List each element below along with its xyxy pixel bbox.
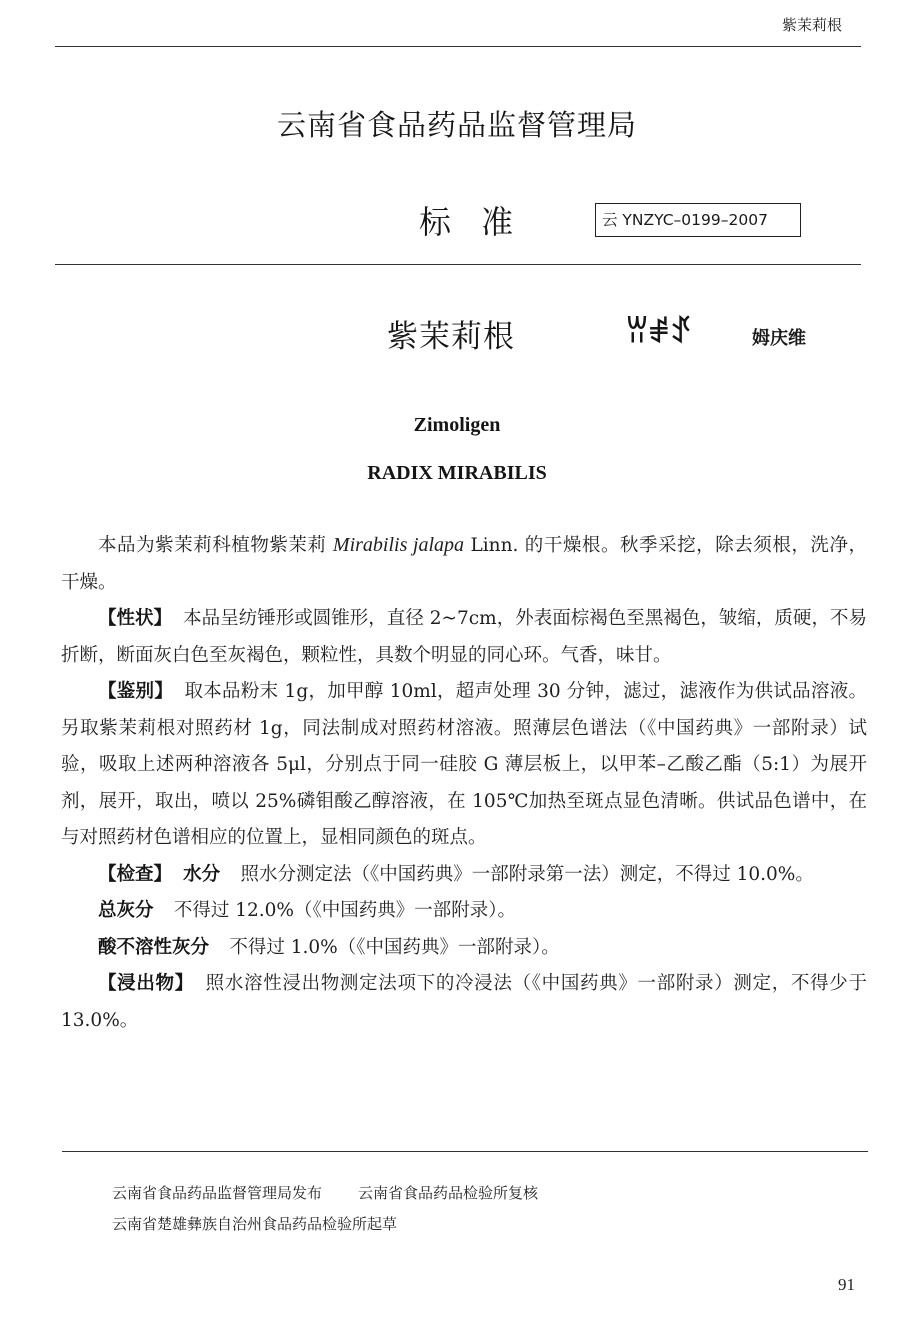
acid-ash-text: 不得过 1.0%（《中国药典》一部附录）。 <box>229 936 560 958</box>
properties-label: 【性状】 <box>98 608 173 629</box>
standard-number-box: 云 YNZYC–0199–2007 <box>595 203 801 237</box>
intro-paragraph <box>61 527 867 601</box>
drug-chinese-name: 紫茉莉根 <box>387 319 515 355</box>
intro-text-start: 本品为紫茉莉科植物紫茉莉 <box>98 535 333 556</box>
published-by: 云南省食品药品监督管理局发布 <box>112 1184 323 1202</box>
total-ash-paragraph <box>61 893 867 930</box>
inspection-paragraph <box>61 857 867 894</box>
page-number: 91 <box>838 1275 855 1294</box>
extract-text: 照水溶性浸出物测定法项下的冷浸法（《中国药典》一部附录）测定，不得少于 13.0%。 <box>61 973 867 1031</box>
footer-line-1 <box>112 1178 538 1209</box>
latin-species-name: Mirabilis jalapa <box>332 534 465 556</box>
extract-label: 【浸出物】 <box>98 973 194 994</box>
reviewed-by: 云南省食品药品检验所复核 <box>358 1184 539 1202</box>
total-ash-label: 总灰分 <box>98 900 154 921</box>
title-rule <box>55 264 861 265</box>
monograph-body <box>61 527 867 1039</box>
drug-latin-name: RADIX MIRABILIS <box>367 462 547 484</box>
inspection-label: 【检查】 <box>98 863 173 885</box>
header-rule <box>55 46 861 47</box>
moisture-text: 照水分测定法（《中国药典》一部附录第一法）测定，不得过 10.0%。 <box>240 863 814 885</box>
standard-title: 标 准 <box>419 203 524 241</box>
moisture-label: 水分 <box>183 863 221 885</box>
footer-rule <box>62 1151 868 1152</box>
issuer-heading: 云南省食品药品监督管理局 <box>276 108 637 142</box>
acid-ash-label: 酸不溶性灰分 <box>98 936 210 958</box>
intro-text-end: Linn. 的干燥根。秋季采挖，除去须根，洗净，干燥。 <box>61 535 867 593</box>
drug-pinyin-name: Zimoligen <box>413 414 501 436</box>
drug-yi-transliteration: 姆庆维 <box>752 328 806 349</box>
total-ash-text: 不得过 12.0%（《中国药典》一部附录）。 <box>173 900 517 921</box>
identification-paragraph <box>61 674 867 857</box>
footer-line-2 <box>112 1209 538 1240</box>
identification-text: 取本品粉末 1g，加甲醇 10ml，超声处理 30 分钟，滤过，滤液作为供试品溶液。另取紫茉莉根对照药材 1g，同法制成对照药材溶液。照薄层色谱法（《中国药典》一部附录）试验，吸取上述两种溶液各 5μl，分别点于同一硅胶 G 薄层板上，以甲苯–乙酸乙酯（5:1）为展开剂，展开，取出，喷以 25%磷钼酸乙醇溶液，在 105℃加热至斑点显色清晰。供试品色谱中，在与对照药材色谱相应的位置上，显相同颜色的斑点。 <box>61 681 867 848</box>
footer-notes <box>112 1178 538 1240</box>
properties-text: 本品呈纺锤形或圆锥形，直径 2~7cm，外表面棕褐色至黑褐色，皱缩，质硬，不易折断，断面灰白色至灰褐色，颗粒性，具数个明显的同心环。气香，味甘。 <box>61 608 867 666</box>
identification-label: 【鉴别】 <box>98 681 174 702</box>
drafted-by: 云南省楚雄彝族自治州食品药品检验所起草 <box>112 1215 398 1233</box>
acid-ash-paragraph <box>61 930 867 967</box>
properties-paragraph <box>61 601 867 674</box>
drug-yi-script-name: ꀕꂱꀋ <box>626 315 691 349</box>
extract-paragraph <box>61 966 867 1039</box>
running-header-title: 紫茉莉根 <box>781 16 842 34</box>
